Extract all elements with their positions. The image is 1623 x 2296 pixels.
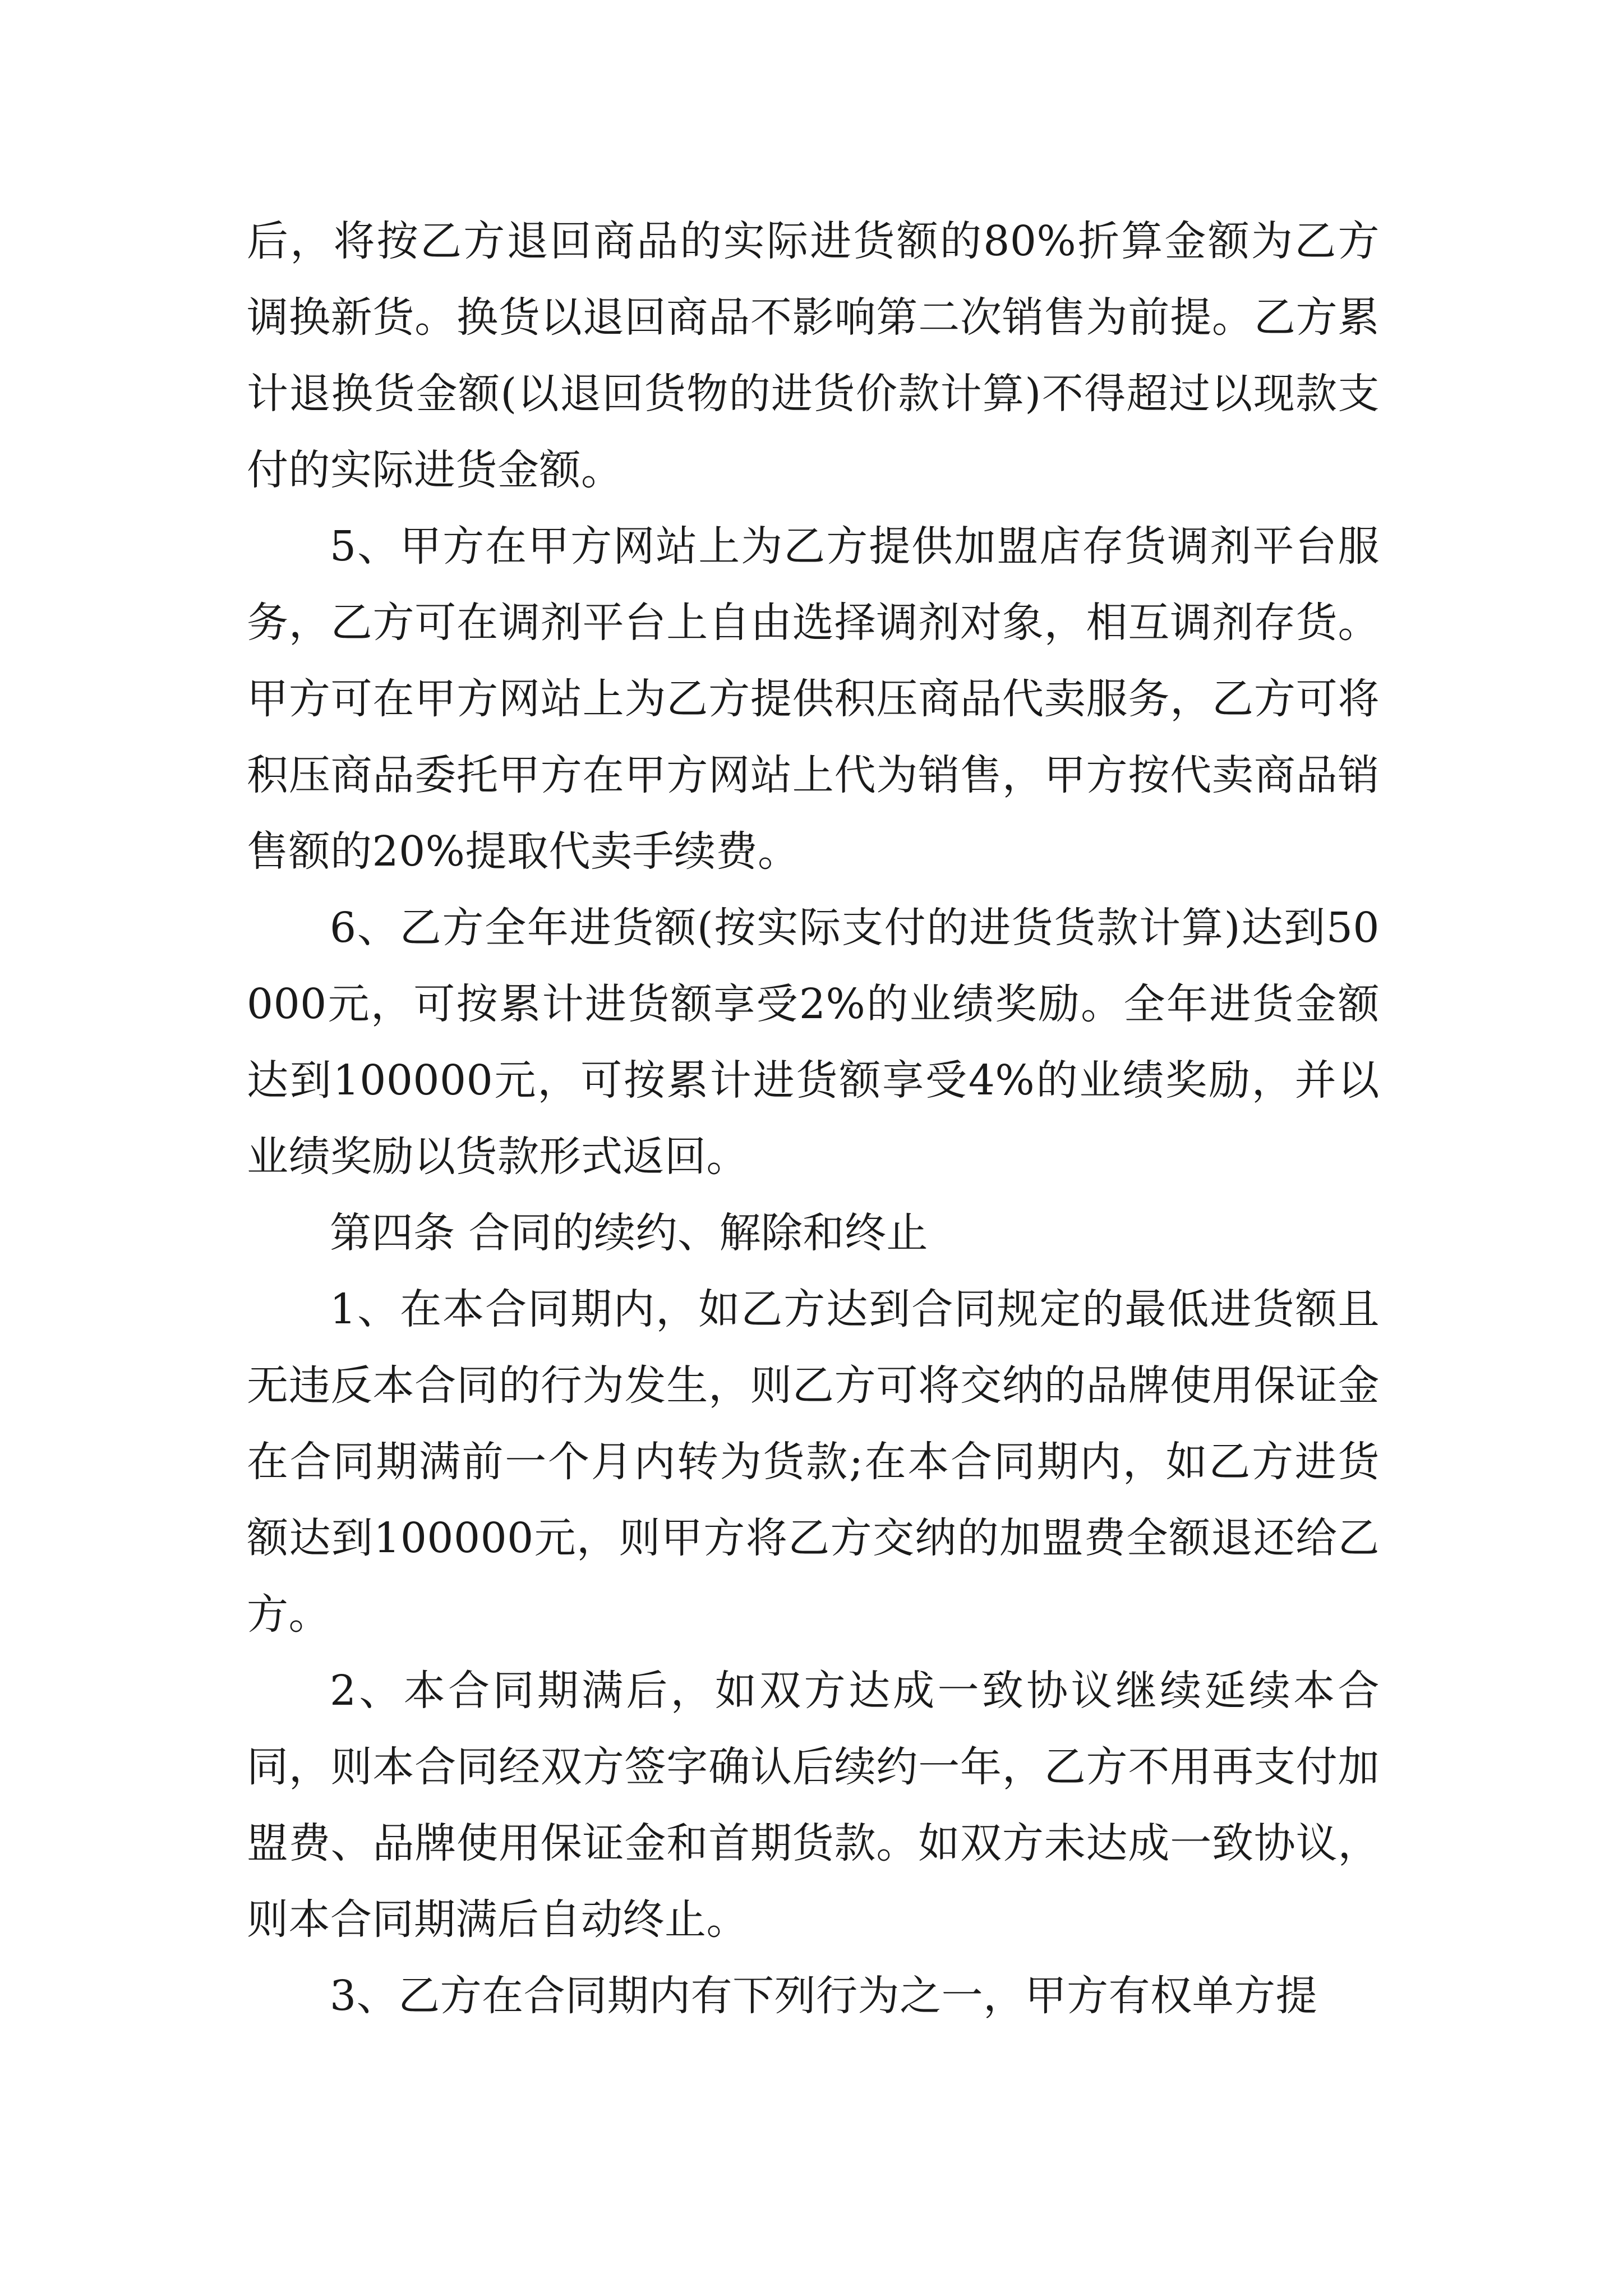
paragraph-clause-1: 1、在本合同期内，如乙方达到合同规定的最低进货额且无违反本合同的行为发生，则乙方可将交纳的品牌使用保证金在合同期满前一个月内转为货款;在本合同期内，如乙方进货额达到100000元，则甲方将乙方交纳的加盟费全额退还给乙方。 — [247, 1285, 1380, 1639]
paragraph-clause-2: 2、本合同期满后，如双方达成一致协议继续延续本合同，则本合同经双方签字确认后续约一年，乙方不用再支付加盟费、品牌使用保证金和首期货款。如双方未达成一致协议，则本合同期满后自动终止。 — [247, 1667, 1380, 1944]
paragraph-clause-5: 5、甲方在甲方网站上为乙方提供加盟店存货调剂平台服务，乙方可在调剂平台上自由选择调剂对象，相互调剂存货。甲方可在甲方网站上为乙方提供积压商品代卖服务，乙方可将积压商品委托甲方在甲方网站上代为销售，甲方按代卖商品销售额的20%提取代卖手续费。 — [247, 522, 1380, 876]
paragraph-clause-6: 6、乙方全年进货额(按实际支付的进货货款计算)达到50000元，可按累计进货额享受2%的业绩奖励。全年进货金额达到100000元，可按累计进货额享受4%的业绩奖励，并以业绩奖励以货款形式返回。 — [247, 904, 1380, 1181]
paragraph-clause-3: 3、乙方在合同期内有下列行为之一，甲方有权单方提 — [330, 1972, 1318, 2020]
contract-text-body — [247, 203, 1380, 2034]
paragraph-continuation: 后，将按乙方退回商品的实际进货额的80%折算金额为乙方调换新货。换货以退回商品不影响第二次销售为前提。乙方累计退换货金额(以退回货物的进货价款计算)不得超过以现款支付的实际进货金额。 — [247, 217, 1380, 494]
section-heading-article-4: 第四条 合同的续约、解除和终止 — [330, 1209, 929, 1257]
